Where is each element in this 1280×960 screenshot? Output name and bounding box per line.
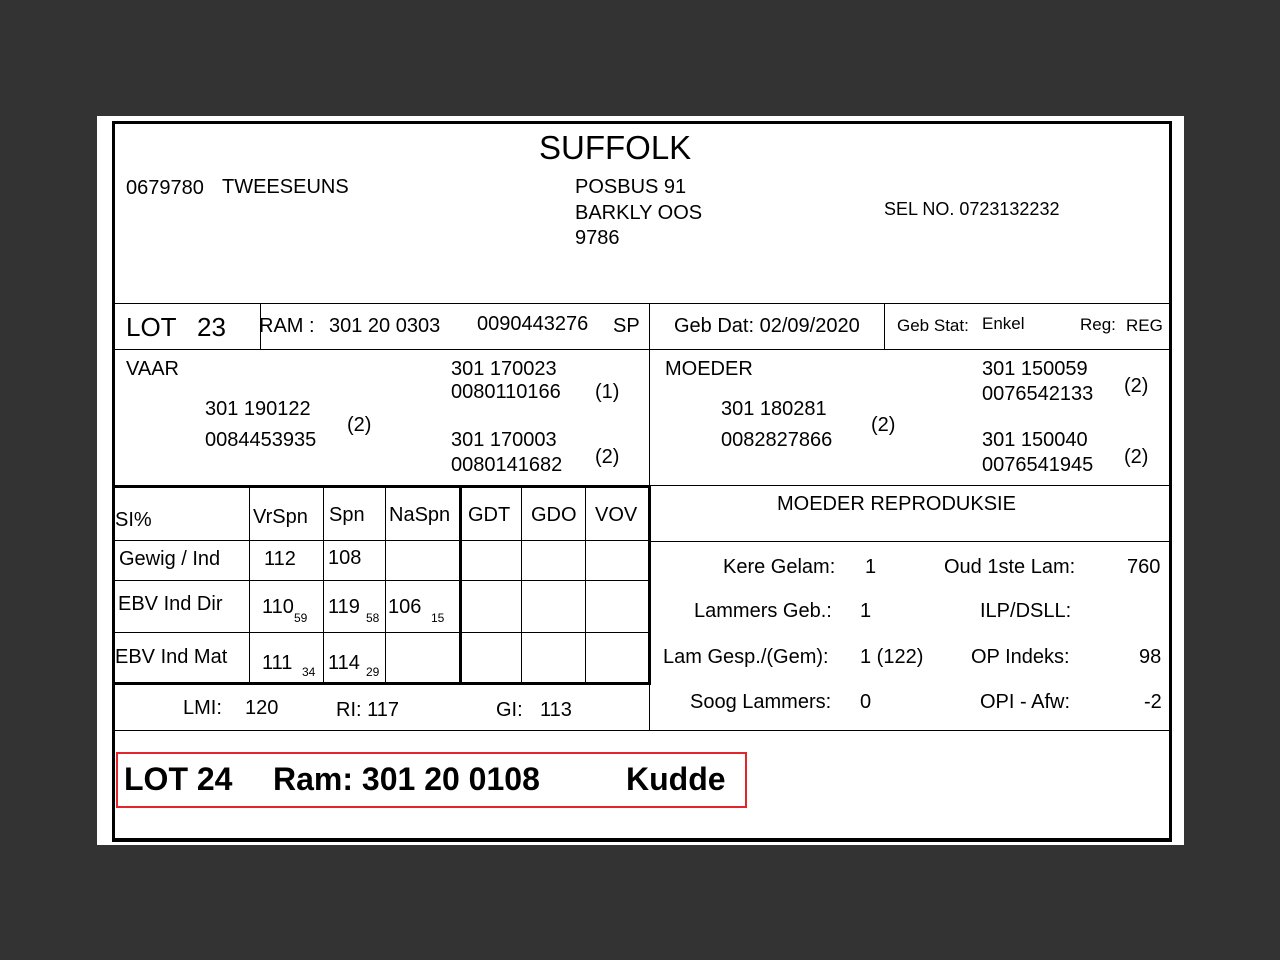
col-header-naspn: NaSpn	[389, 504, 451, 526]
col-header-spn: Spn	[329, 504, 365, 526]
table-border	[114, 682, 651, 685]
table-border	[114, 485, 650, 488]
next-lot-flock: Kudde	[626, 761, 726, 797]
ri-value: RI: 117	[336, 699, 399, 721]
row-label-ebv-dir: EBV Ind Dir	[118, 593, 223, 615]
reg-value: REG	[1126, 316, 1163, 335]
divider	[649, 303, 650, 486]
lam-gesp-value: 1 (122)	[860, 646, 924, 668]
col-header-gdt: GDT	[468, 504, 511, 526]
birth-status: Enkel	[982, 314, 1025, 333]
lammers-geb-label: Lammers Geb.:	[694, 600, 832, 622]
dam-dam-reg: 0076541945	[982, 454, 1094, 476]
dam-repro-title: MOEDER REPRODUKSIE	[777, 493, 1016, 515]
table-border	[459, 485, 462, 685]
soog-lammers-label: Soog Lammers:	[690, 691, 832, 713]
sire-label: VAAR	[126, 358, 179, 380]
dam-sire-id: 301 150059	[982, 358, 1088, 380]
sire-dam-grade: (2)	[595, 446, 620, 468]
address-line-2: BARKLY OOS	[575, 202, 703, 224]
oud-1ste-lam-value: 760	[1127, 556, 1161, 578]
dam-sire-grade: (2)	[1124, 375, 1149, 397]
row-label-weight: Gewig / Ind	[119, 548, 221, 570]
col-header-si: SI%	[115, 509, 152, 531]
lmi-value: 120	[245, 697, 279, 719]
ebv-dir-spn-accuracy: 58	[366, 611, 380, 625]
birth-date: Geb Dat: 02/09/2020	[674, 315, 860, 337]
table-divider	[114, 580, 650, 581]
address-line-3: 9786	[575, 227, 620, 249]
table-divider	[114, 540, 650, 541]
sire-reg: 0084453935	[205, 429, 317, 451]
lam-gesp-label: Lam Gesp./(Gem):	[663, 646, 829, 668]
breeder-number: 0679780	[126, 177, 204, 199]
opi-afw-value: -2	[1144, 691, 1162, 713]
divider	[884, 303, 885, 349]
divider	[650, 485, 1172, 486]
lot-number: 23	[197, 312, 226, 342]
dam-reg: 0082827866	[721, 429, 833, 451]
ebv-dir-spn: 119	[328, 596, 360, 618]
ebv-mat-vrspn-accuracy: 34	[302, 665, 316, 679]
lammers-geb-value: 1	[860, 600, 872, 622]
weight-vrspn: 112	[264, 548, 296, 570]
divider	[649, 685, 650, 730]
sire-dam-id: 301 170003	[451, 429, 557, 451]
reg-label: Reg:	[1080, 315, 1116, 334]
ram-label: RAM :	[259, 315, 315, 337]
sire-sire-id: 301 170023	[451, 358, 557, 380]
gi-label: GI:	[496, 699, 523, 721]
row-label-ebv-mat: EBV Ind Mat	[115, 646, 228, 668]
table-divider	[114, 632, 650, 633]
op-indeks-value: 98	[1139, 646, 1162, 668]
cell-number: SEL NO. 0723132232	[884, 199, 1060, 219]
divider	[114, 303, 1172, 304]
dam-grade: (2)	[871, 414, 896, 436]
table-divider	[385, 487, 386, 683]
address-line-1: POSBUS 91	[575, 176, 687, 198]
sire-sire-reg: 0080110166	[451, 381, 561, 403]
sire-dam-reg: 0080141682	[451, 454, 563, 476]
oud-1ste-lam-label: Oud 1ste Lam:	[944, 556, 1076, 578]
col-header-vov: VOV	[595, 504, 638, 526]
dam-id: 301 180281	[721, 398, 827, 420]
table-divider	[521, 487, 522, 683]
next-lot-ram: Ram: 301 20 0108	[273, 761, 540, 797]
gi-value: 113	[540, 699, 572, 721]
soog-lammers-value: 0	[860, 691, 872, 713]
ebv-dir-naspn: 106	[388, 596, 422, 618]
ebv-dir-naspn-accuracy: 15	[431, 611, 445, 625]
birth-status-label: Geb Stat:	[897, 316, 969, 335]
dam-dam-id: 301 150040	[982, 429, 1088, 451]
sire-id: 301 190122	[205, 398, 311, 420]
table-border	[648, 485, 651, 685]
weight-spn: 108	[328, 547, 362, 569]
lot-label: LOT	[126, 312, 177, 342]
opi-afw-label: OPI - Afw:	[980, 691, 1071, 713]
ram-reg-number: 0090443276	[477, 313, 589, 335]
table-divider	[249, 487, 250, 683]
kere-gelam-label: Kere Gelam:	[723, 556, 836, 578]
lot-card	[112, 121, 1172, 842]
ilp-dsll-label: ILP/DSLL:	[980, 600, 1072, 622]
ebv-dir-vrspn: 110	[262, 596, 294, 618]
kere-gelam-value: 1	[865, 556, 877, 578]
sire-sire-grade: (1)	[595, 381, 620, 403]
divider	[114, 349, 1172, 350]
lmi-label: LMI:	[183, 697, 222, 719]
ebv-mat-vrspn: 111	[262, 652, 293, 674]
table-divider	[323, 487, 324, 683]
ebv-dir-vrspn-accuracy: 59	[294, 611, 308, 625]
breed-title: SUFFOLK	[539, 129, 692, 166]
breeder-name: TWEESEUNS	[222, 176, 349, 198]
table-divider	[585, 487, 586, 683]
dam-sire-reg: 0076542133	[982, 383, 1094, 405]
ram-id: 301 20 0303	[329, 315, 441, 337]
dam-dam-grade: (2)	[1124, 446, 1149, 468]
col-header-vrspn: VrSpn	[253, 506, 308, 528]
ebv-mat-spn-accuracy: 29	[366, 665, 380, 679]
sire-grade: (2)	[347, 414, 372, 436]
ebv-mat-spn: 114	[328, 652, 360, 674]
divider	[650, 541, 1172, 542]
next-lot-number: LOT 24	[124, 761, 233, 797]
ram-grade: SP	[613, 315, 640, 337]
divider	[114, 730, 1172, 731]
dam-label: MOEDER	[665, 358, 753, 380]
op-indeks-label: OP Indeks:	[971, 646, 1070, 668]
col-header-gdo: GDO	[531, 504, 577, 526]
